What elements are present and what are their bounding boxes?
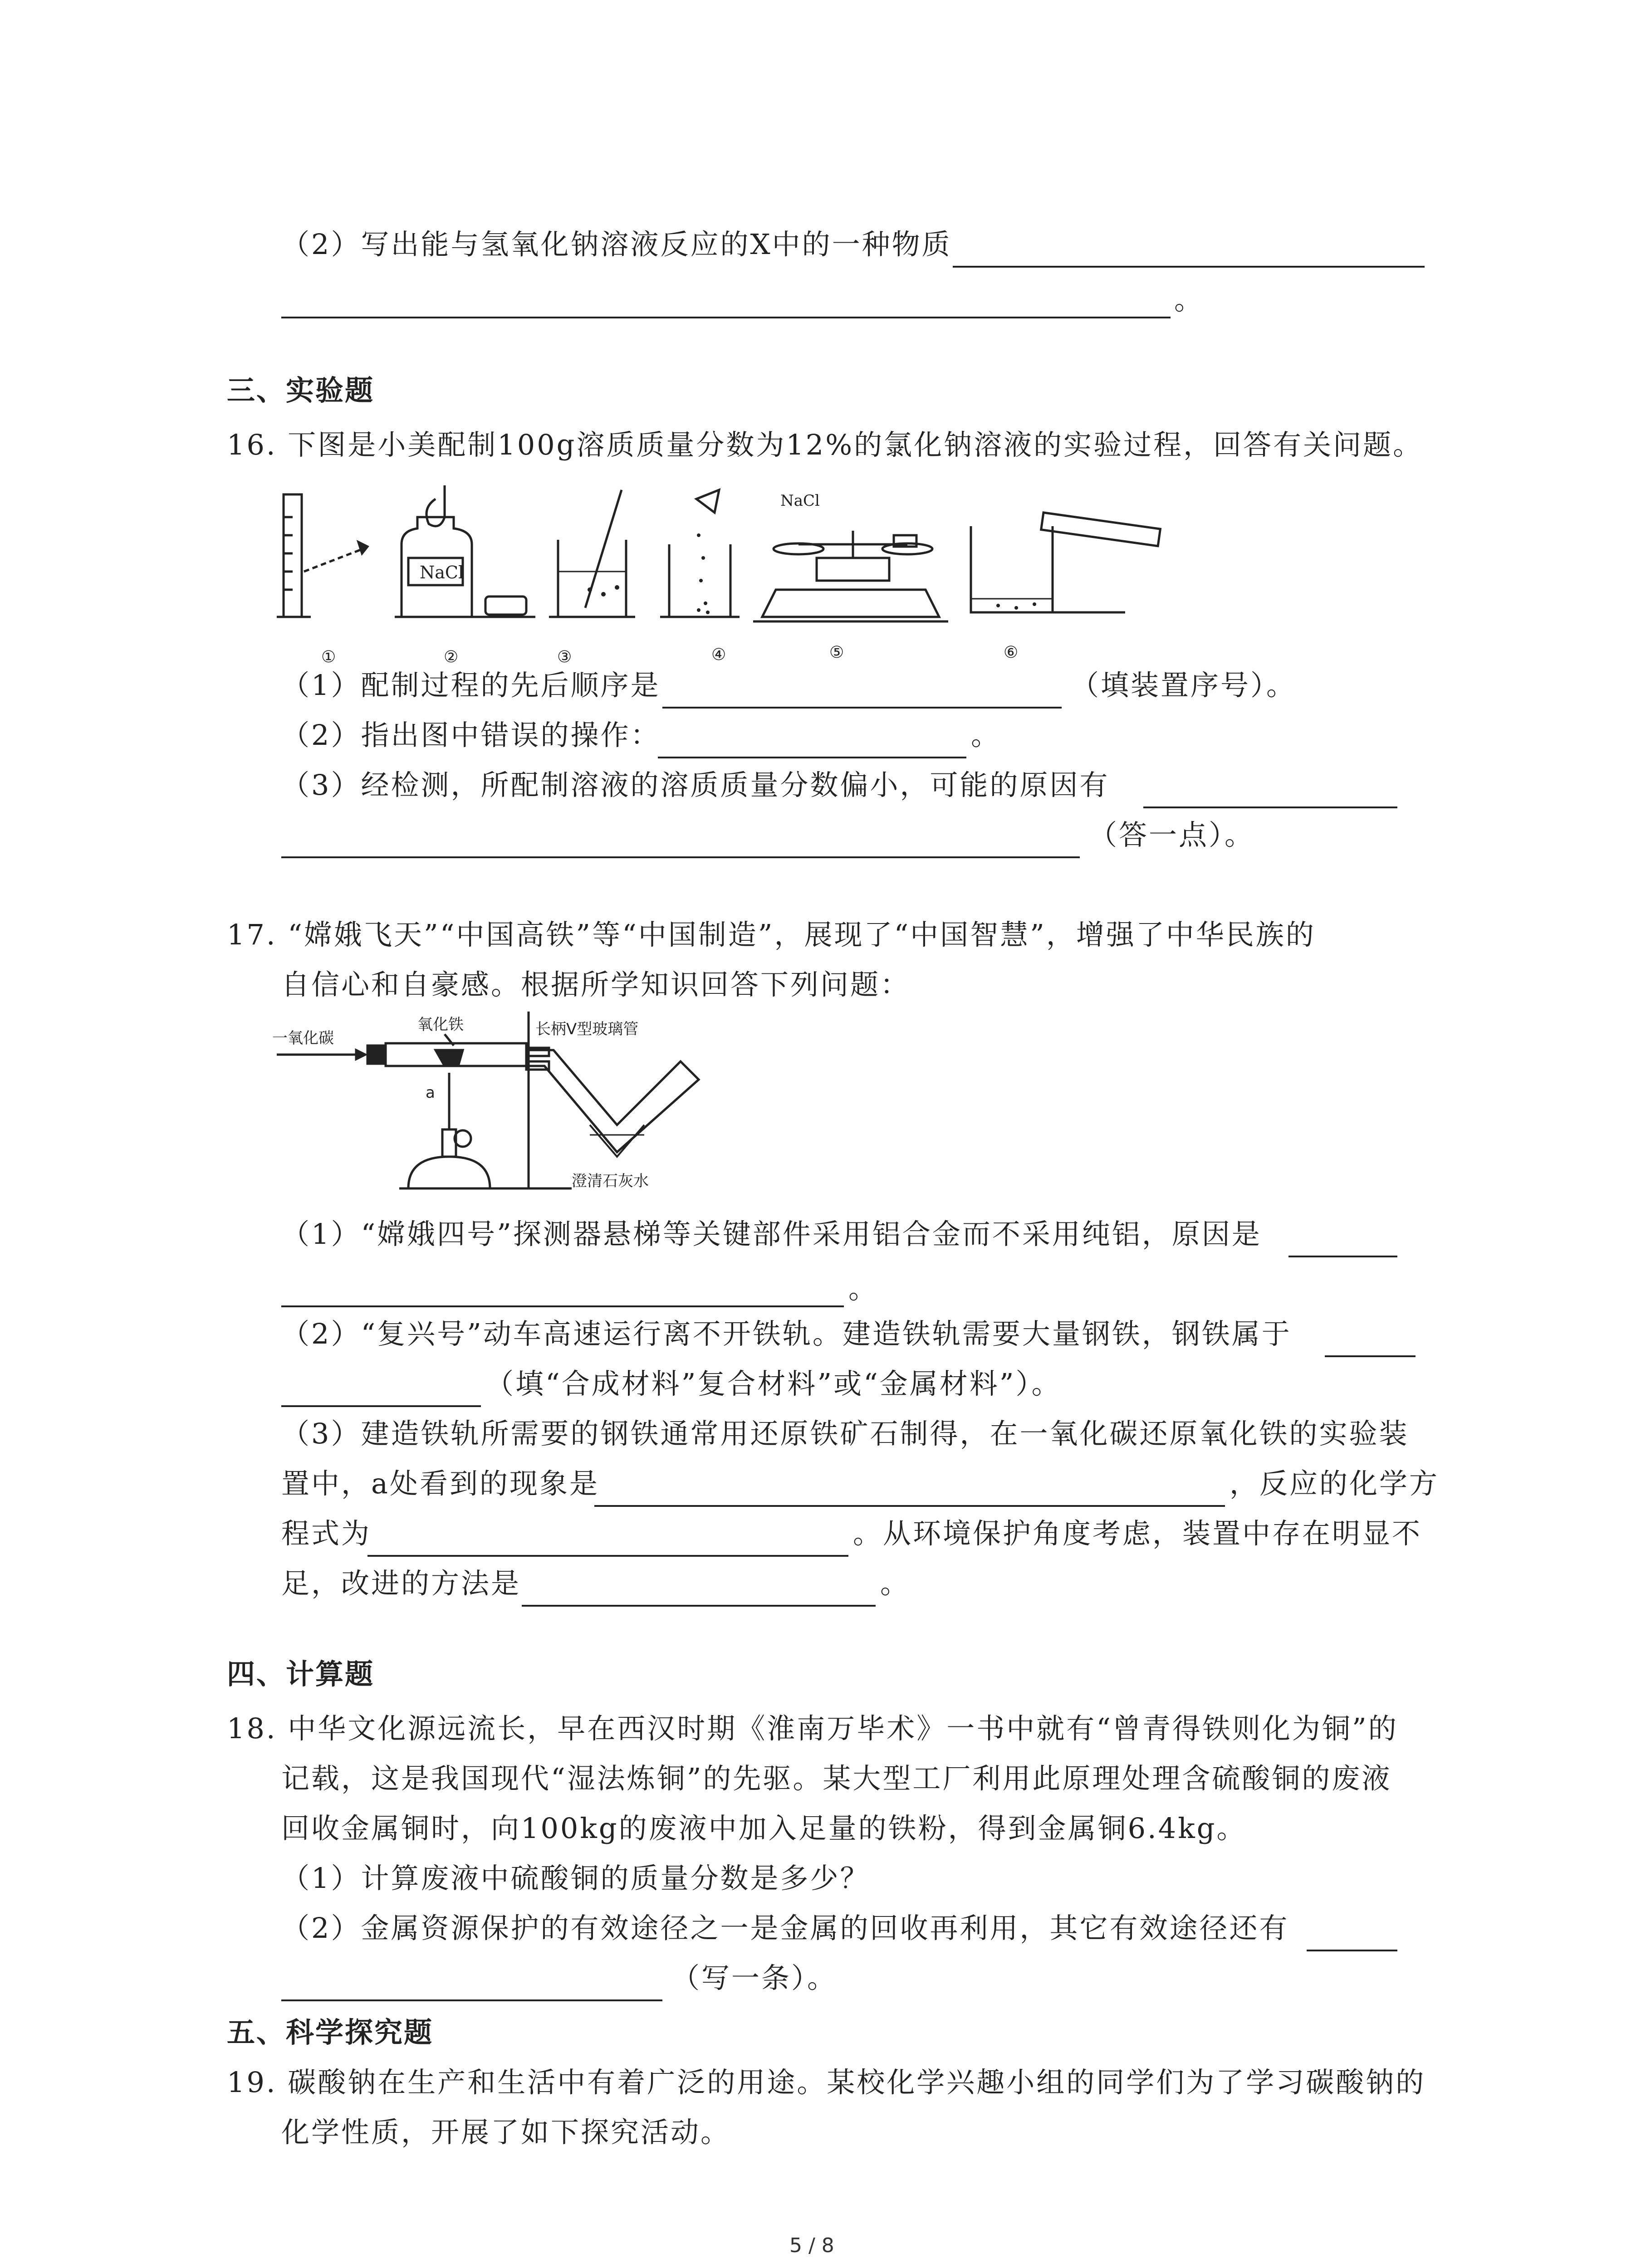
label-limewater: 澄清石灰水 <box>572 1172 649 1190</box>
q16-part2-answer-blank[interactable] <box>658 730 966 758</box>
step-label-2: ② <box>444 648 459 666</box>
q16-part1: （1）配制过程的先后顺序是 <box>281 669 661 702</box>
q16-part2-end: 。 <box>971 719 1001 752</box>
q16-part1-answer-blank[interactable] <box>662 680 1062 709</box>
section-4-title: 四、计算题 <box>227 1657 375 1691</box>
q16-part3-end: （答一点）。 <box>1089 818 1255 851</box>
q16-part3: （3）经检测，所配制溶液的溶质质量分数偏小，可能的原因有 <box>281 768 1110 802</box>
q18-line3: 回收金属铜时，向100kg的废液中加入足量的铁粉，得到金属铜6.4kg。 <box>281 1812 1247 1845</box>
q16-part3-answer-blank-2[interactable] <box>281 830 1080 858</box>
q16-figure-svg <box>272 481 1180 671</box>
q17-part1-answer-blank-1[interactable] <box>1288 1229 1397 1257</box>
sight-line-icon <box>304 549 363 572</box>
label-co: 一氧化碳 <box>272 1029 334 1047</box>
q17-figure <box>272 1007 749 1198</box>
cylinder-pouring-icon <box>1041 513 1161 546</box>
q19-line1: 19. 碳酸钠在生产和生活中有着广泛的用途。某校化学兴趣小组的同学们为了学习碳酸钠的 <box>227 2066 1426 2099</box>
q15-part2-answer-blank-1[interactable] <box>953 240 1425 268</box>
q17-part2-line2: （填“合成材料”复合材料”或“金属材料”）。 <box>485 1367 1062 1400</box>
q17-stem-line2: 自信心和自豪感。根据所学知识回答下列问题： <box>281 968 911 1001</box>
q17-figure-svg <box>272 1007 749 1198</box>
q17-part1-end: 。 <box>848 1272 879 1305</box>
q15-part2-answer-blank-2[interactable] <box>281 290 1171 318</box>
q17-part2-answer-blank-1[interactable] <box>1325 1329 1416 1357</box>
spoon-icon <box>426 485 445 526</box>
q18-part1: （1）计算废液中硫酸铜的质量分数是多少？ <box>281 1862 870 1895</box>
q17-part3-line3b: 。从环境保护角度考虑，装置中存在明显不 <box>853 1517 1422 1550</box>
balance-icon <box>762 590 939 617</box>
q18-line2: 记载，这是我国现代“湿法炼铜”的先驱。某大型工厂利用此原理处理含硫酸铜的废液 <box>281 1762 1392 1795</box>
q18-part2-answer-blank-2[interactable] <box>281 1973 662 2001</box>
q15-part2-label: （2）写出能与氢氧化钠溶液反应的X中的一种物质 <box>281 228 952 261</box>
page-number: 5 / 8 <box>789 2234 834 2257</box>
q17-part1-answer-blank-2[interactable] <box>281 1279 844 1307</box>
q18-part2-answer-blank-1[interactable] <box>1307 1923 1397 1951</box>
q17-part3-line3a: 程式为 <box>281 1517 372 1550</box>
q18-part2-end: （写一条）。 <box>671 1961 838 1994</box>
paper-funnel-icon <box>696 490 719 513</box>
q17-part1: （1）“嫦娥四号”探测器悬梯等关键部件采用铝合金而不采用纯铝，原因是 <box>281 1217 1262 1251</box>
label-fe2o3: 氧化铁 <box>417 1016 464 1034</box>
q17-part3-line4b: 。 <box>880 1567 911 1600</box>
alcohol-lamp-icon <box>408 1157 490 1188</box>
label-v-tube: 长柄V型玻璃管 <box>535 1020 639 1038</box>
step-label-6: ⑥ <box>1004 643 1019 662</box>
q17-part3-line2b: ，反应的化学方 <box>1230 1467 1440 1500</box>
q16-part3-answer-blank-1[interactable] <box>1143 780 1397 808</box>
q16-part2: （2）指出图中错误的操作： <box>281 719 661 752</box>
q17-stem-line1: 17. “嫦娥飞天”“中国高铁”等“中国制造”，展现了“中国智慧”，增强了中华民族的 <box>227 918 1316 951</box>
q18-line1: 18. 中华文化源远流长，早在西汉时期《淮南万毕术》一书中就有“曾青得铁则化为铜”的 <box>227 1712 1398 1745</box>
step-label-3: ③ <box>557 648 572 666</box>
step-label-1: ① <box>321 648 336 666</box>
q17-part2-answer-blank-2[interactable] <box>281 1379 481 1407</box>
nacl-balance-label: NaCl <box>780 492 820 510</box>
q17-part2: （2）“复兴号”动车高速运行离不开铁轨。建造铁轨需要大量钢铁，钢铁属于 <box>281 1317 1292 1350</box>
q16-part1-end: （填装置序号）。 <box>1071 669 1297 702</box>
q17-part3-line1: （3）建造铁轨所需要的钢铁通常用还原铁矿石制得，在一氧化碳还原氧化铁的实验装 <box>281 1417 1409 1450</box>
nacl-bottle-label: NaCl <box>420 562 464 582</box>
q16-stem: 16. 下图是小美配制100g溶质质量分数为12%的氯化钠溶液的实验过程，回答有关问题。 <box>227 428 1423 461</box>
q18-part2: （2）金属资源保护的有效途径之一是金属的回收再利用，其它有效途径还有 <box>281 1911 1289 1945</box>
step-label-5: ⑤ <box>829 643 844 662</box>
q17-part3-line4a: 足，改进的方法是 <box>281 1567 521 1600</box>
q15-part2-end: 。 <box>1174 283 1205 316</box>
step-label-4: ④ <box>711 645 726 664</box>
q19-line2: 化学性质，开展了如下探究活动。 <box>281 2116 731 2149</box>
section-5-title: 五、科学探究题 <box>227 2016 434 2049</box>
q17-part3-phenomenon-blank[interactable] <box>594 1479 1225 1507</box>
q17-part3-improvement-blank[interactable] <box>522 1579 876 1607</box>
q15-part2-text <box>281 230 952 259</box>
beaker-stir-icon <box>558 540 626 617</box>
section-3-title: 三、实验题 <box>227 374 375 407</box>
v-tube-icon <box>526 1050 699 1152</box>
stopper-icon <box>485 596 526 615</box>
q17-part3-line2a: 置中，a处看到的现象是 <box>281 1467 599 1500</box>
q16-figure <box>272 481 1180 671</box>
label-a: a <box>426 1084 435 1102</box>
graduated-cylinder-icon <box>284 494 302 617</box>
q17-part3-equation-blank[interactable] <box>367 1529 848 1557</box>
